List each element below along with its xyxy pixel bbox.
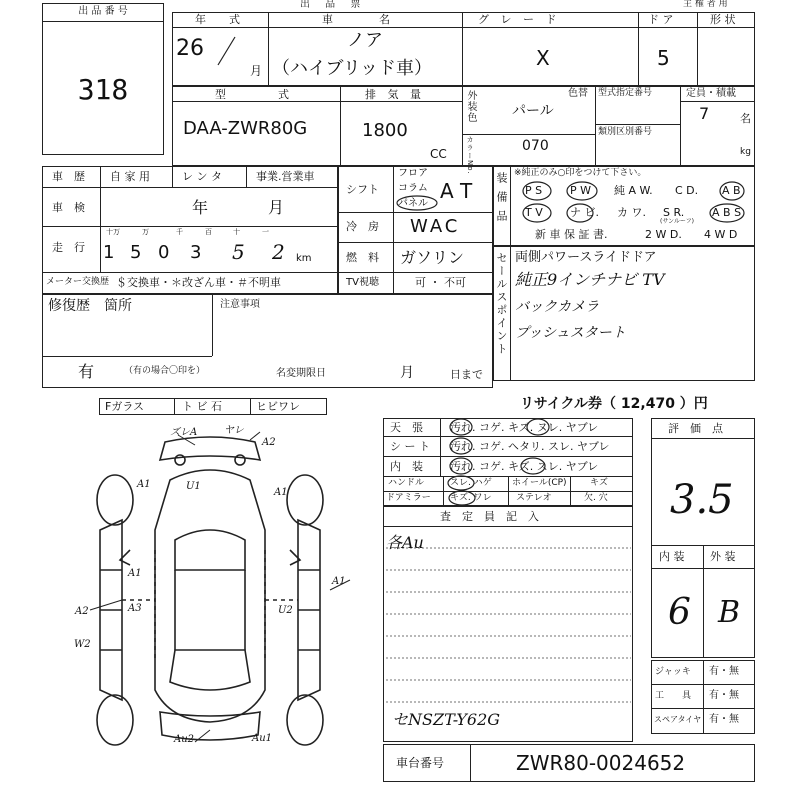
diagram-mark-6: A1 [274, 487, 288, 498]
km-unit: km [296, 253, 312, 264]
equip-alloy: 純 A W. [614, 184, 653, 197]
equip-cd: C D. [675, 184, 699, 197]
glass-stone-chip: ト ビ 石 [182, 400, 222, 413]
handle-value: スレ. ハゲ [450, 478, 492, 488]
rating-score: 3.5 [670, 477, 734, 523]
year-label: 年 式 [195, 13, 246, 26]
interior-rating-value: 6 [668, 592, 691, 633]
rating-label: 評 価 点 [668, 422, 723, 435]
displacement-unit: CC [430, 147, 447, 161]
grade-label: グ レ ー ド [478, 13, 561, 26]
equip-4wd: 4 W D [704, 228, 738, 241]
type-spec-label: 型式指定番号 [598, 88, 653, 98]
equip-2wd: 2 W D. [645, 228, 682, 241]
exterior-rating-value: B [718, 595, 741, 630]
chassis-value: ZWR80-0024652 [516, 751, 686, 775]
sales-point-3: バックカメラ [515, 299, 599, 315]
diagram-mark-11: U2 [278, 605, 293, 616]
ceiling-label: 天 張 [390, 421, 423, 434]
equip-ps: P S [525, 184, 543, 197]
type-label: 型 式 [215, 88, 299, 101]
color-change-label: 色替 [568, 88, 588, 99]
diagram-mark-4: A1 [137, 479, 151, 490]
spare-tire-value: 有・無 [709, 714, 739, 725]
stereo-value: 欠. 穴 [584, 493, 608, 503]
mileage-digit-6: 2 [272, 240, 285, 264]
equip-sunroof: S R. [663, 206, 685, 219]
digit-unit-10: 十 [233, 228, 240, 236]
diagram-mark-13: Au2 [174, 734, 195, 745]
equip-pw: P W [570, 184, 592, 197]
diagram-mark-14: Au1 [252, 733, 273, 744]
year-value: 26 [176, 36, 204, 61]
inspection-year-unit: 年 [192, 198, 209, 217]
diagram-mark-8: A1 [332, 576, 346, 587]
digit-unit-1: 一 [262, 228, 269, 236]
ac-label: 冷 房 [346, 220, 379, 233]
glass-front: Fガラス [105, 400, 144, 413]
glass-crack: ヒビワレ [256, 400, 300, 413]
meter-exchange-note: ＄交換車・＊改ざん車・＃不明車 [116, 276, 281, 289]
tool-label: 工 具 [655, 691, 692, 701]
color-value: パール [512, 103, 554, 119]
diagram-mark-3: A2 [262, 437, 276, 448]
model-name: ノア [347, 30, 383, 51]
mileage-digit-1: 1 [103, 242, 115, 263]
digit-unit-100k: 十万 [106, 228, 120, 236]
interior-rating-label: 内 装 [659, 550, 685, 563]
tv-viewing-value: 可 ・ 不可 [415, 276, 466, 289]
inspector-note-2: セNSZT-Y62G [392, 710, 501, 729]
wheel-value: キズ [590, 478, 608, 488]
mileage-digit-4: 3 [190, 242, 202, 263]
diagram-mark-2: ヤレ [224, 425, 244, 436]
history-option-private: 自 家 用 [110, 170, 150, 183]
inspector-note-1: 各Au [386, 533, 424, 552]
exterior-rating-label: 外 装 [710, 550, 736, 563]
shift-value: A T [440, 179, 473, 203]
mirror-value: キズ. ワレ [450, 493, 492, 503]
mileage-label: 走 行 [52, 241, 85, 254]
diagram-mark-10: A3 [128, 603, 142, 614]
tool-value: 有・無 [709, 690, 739, 701]
deadline-month: 月 [400, 365, 414, 381]
mileage-digit-5: 5 [232, 240, 245, 264]
lot-number: 318 [77, 73, 129, 106]
equipment-note: ※純正のみ○印をつけて下さい。 [514, 168, 647, 178]
repair-label: 修復歴 箇所 [48, 298, 132, 314]
handle-label: ハンドル [388, 478, 425, 488]
model-sub: （ハイブリッド車） [272, 58, 433, 79]
mileage-digit-3: 0 [158, 242, 170, 263]
mirror-label: ドアミラー [386, 493, 431, 503]
sales-points-label: セールスポイント [495, 252, 508, 356]
tv-viewing-label: TV視聴 [346, 277, 379, 288]
chassis-label: 車台番号 [396, 756, 445, 770]
ac-value: WAC [410, 216, 461, 237]
model-label: 車 名 [322, 13, 398, 26]
equipment-label: 装備品 [495, 172, 508, 229]
diagram-mark-5: U1 [186, 481, 201, 492]
history-option-rental: レ ン タ [182, 170, 222, 183]
equip-navi: ナ ビ. [570, 206, 599, 219]
notes-label: 注意事項 [220, 299, 260, 310]
jack-value: 有・無 [709, 666, 739, 677]
shape-label: 形 状 [710, 13, 736, 26]
deadline-day: 日まで [450, 368, 483, 381]
door-value: 5 [657, 46, 670, 70]
displacement-label: 排 気 量 [365, 88, 425, 101]
door-label: ド ア [648, 13, 674, 26]
repair-value: 有 [78, 362, 95, 381]
inspection-month-unit: 月 [268, 198, 285, 217]
seat-value: 汚れ. コゲ. ヘタリ. スレ. ヤブレ [450, 440, 610, 453]
diagram-mark-12: W2 [74, 639, 91, 650]
sales-point-1: 両側パワースライドドア [515, 250, 657, 265]
seat-label: シ ー ト [390, 440, 430, 453]
type-value: DAA-ZWR80G [183, 118, 308, 139]
meter-exchange-label: メーター交換歴 [46, 277, 110, 287]
equip-tv: T V [525, 206, 543, 219]
spare-tire-label: スペアタイヤ [654, 715, 702, 724]
color-number: 070 [522, 138, 549, 154]
fuel-value: ガソリン [400, 248, 465, 267]
digit-unit-1k: 千 [176, 228, 183, 236]
color-number-label: カラーNo. [466, 136, 474, 175]
history-option-business: 事業.営業車 [256, 170, 315, 183]
capacity-label: 定員・積載 [686, 88, 736, 99]
kg-unit: kg [740, 147, 751, 157]
shift-option-column: コラム [398, 183, 428, 194]
inspection-label: 車 検 [52, 201, 85, 214]
grade-value: X [536, 46, 550, 70]
shift-option-floor: フロア [398, 168, 428, 179]
mileage-digit-2: 5 [130, 242, 142, 263]
equip-ab: A B [722, 184, 741, 197]
sales-point-4: プッシュスタート [515, 325, 626, 341]
diagram-mark-7: A1 [128, 568, 142, 579]
repair-hint: （有の場合〇印を） [124, 366, 206, 376]
diagram-mark-9: A2 [75, 606, 89, 617]
interior-label: 内 装 [390, 460, 423, 473]
jack-label: ジャッキ [655, 667, 691, 677]
recycle-fee: リサイクル券（ 12,470 ）円 [520, 396, 708, 412]
diagram-mark-1: ズレA [170, 427, 198, 438]
digit-unit-10k: 万 [142, 228, 149, 236]
equip-warranty: 新 車 保 証 書. [535, 228, 608, 241]
form-title: 出 品 票 [300, 0, 367, 10]
lot-number-label: 出 品 番 号 [78, 6, 128, 17]
year-month-unit: 月 [250, 64, 263, 78]
shift-label: シフト [346, 183, 379, 196]
sunroof-note: (サンルーフ) [660, 218, 694, 225]
owner-column-label: 主 権 者 用 [683, 0, 728, 9]
exterior-color-label: 外装色 [465, 90, 476, 123]
wheel-label: ホイール(CP) [512, 478, 567, 488]
name-change-deadline-label: 名変期限日 [276, 368, 326, 379]
equip-abs: A B S [712, 206, 742, 219]
equip-leather: カ ワ. [617, 206, 646, 219]
ceiling-value: 汚れ. コゲ. キズ. ヌレ. ヤブレ [450, 421, 599, 434]
digit-unit-100: 百 [205, 228, 212, 236]
capacity-value: 7 [699, 104, 710, 123]
inspector-label: 査 定 員 記 入 [440, 510, 539, 523]
shift-option-panel: パネル [398, 198, 428, 209]
history-label: 車 歴 [52, 170, 85, 183]
class-number-label: 類別区別番号 [598, 127, 653, 137]
interior-value: 汚れ. コゲ. キズ. スレ. ヤブレ [450, 460, 599, 473]
capacity-unit: 名 [740, 112, 751, 125]
fuel-label: 燃 料 [346, 251, 379, 264]
stereo-label: ステレオ [516, 493, 552, 503]
displacement-value: 1800 [362, 120, 408, 141]
sales-point-2: 純正9インチナビ TV [515, 270, 665, 289]
